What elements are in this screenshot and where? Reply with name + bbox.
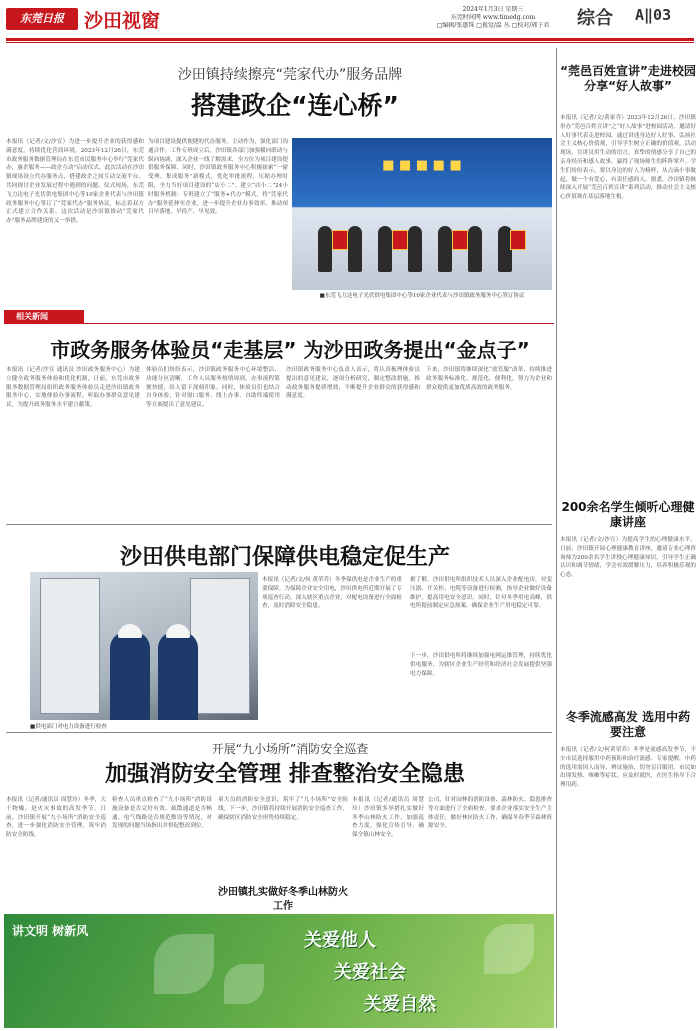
article1-col1: 本报讯（记者/文/沙宣）为进一步提升企业的获得感和满意度，持续优化营商环境，2023年12月26日，东莞市政务服务数据管理局在东莞市民服务中心举行“莞家代办，惠企服务——政企互动”启动仪式。此次活动在沙田镇现场设立代办服务点，搭建政企之间互动交流平台，共同探讨企业发展过程中遇到的问题。仪式现场，东莞飞力达电子光伏供电集团中心等10家企业代表与沙田镇政务服务中心签订了“莞家代办”服务协议，标志着双方正式建立合作关系。这次活动是沙田镇推动“莞家代办”服务品牌建设的又一举措。 [6, 139, 144, 225]
photo-plaque [510, 230, 526, 250]
section-title: 沙田视窗 [84, 10, 161, 32]
photo-plaque [332, 230, 348, 250]
article4-title: 加强消防安全管理 排查整治安全隐患 [105, 762, 465, 787]
photo-person [348, 226, 362, 272]
header-site: 东莞时间网 www.timedg.com [450, 14, 536, 21]
helmet-icon [118, 624, 142, 638]
section-label: 综合 [577, 8, 613, 29]
article2-col3: 沙田镇政务服务中心负责人表示，将认真梳理体验员提出的意见建议，逐项分析研究，制定整改措施，推动政务服务提质增效，不断提升企业群众的获得感和满意度。 [286, 367, 420, 400]
section-divider [6, 732, 552, 733]
article1-caption: ■东莞飞力达电子光伏供电集团中心等10家企业代表与沙田镇政务服务中心签订协议 [319, 293, 525, 299]
leaf-decoration [484, 924, 534, 974]
article4-kicker: 开展“九小场所”消防安全巡查 [211, 742, 369, 756]
sidebar-divider [556, 48, 557, 1028]
header-editors: □编辑/张惠珠 □视觉/温 丛 □校对/郭子君 [436, 22, 550, 29]
newspaper-logo: 东莞日报 [6, 8, 78, 30]
worker-figure [110, 632, 150, 720]
photo-plaque [392, 230, 408, 250]
photo-person [468, 226, 482, 272]
banner-slogan-1: 关爱他人 [304, 930, 376, 951]
article1-col2: 为项目建设提供便捷的代办服务。主动作为，强化部门沟通合作。工作专班成立后，沙田镇各部门加强横向联动与纵向协调，深入企业一线了解需求，全方位为项目建设提供服务保障。同时，沙田镇政务服务中心积极探索“一窗受理、集成服务”新模式，优化审批流程，压缩办理时限，全力当好项目建设的“店小二”。建立“店小二”24小时服务机制：专班建立了“服务+代办”模式，将“莞家代办”服务延伸至企业，进一步提升企业办事效率，推动项目早落地、早投产、早见效。 [148, 139, 288, 216]
header-date: 2024年1月3日 星期三 [462, 6, 524, 13]
sidebar-story1-title: “莞邑百姓宣讲”走进校园分享“好人故事” [560, 64, 696, 93]
article4-col2: 检查人员重点检查了“九小场所”消防设施设备是否完好有效、疏散通道是否畅通、电气线路是否规范敷设等情况，对发现的问题当场指出并督促整改到位。 [112, 797, 212, 830]
masthead [0, 0, 700, 56]
electrical-cabinet [190, 578, 250, 714]
banner-label: 讲文明 树新风 [12, 924, 89, 938]
sidebar-story3-body: 本报讯（记者/文/何黄荣乔）冬季是流感高发季节，不少市民选择服用中药预防和治疗流感。专家提醒，中药的选用需因人而异，辨证施治，切勿盲目服用。市民如出现发热、咳嗽等症状，应及时就医，在医生指导下合理用药。 [560, 747, 696, 789]
leaf-decoration [224, 964, 264, 1004]
sidebar-story3-title: 冬季流感高发 选用中药要注意 [565, 710, 691, 739]
article4-col1: 本报讯（记者/通讯员 周慧玲）冬季，天干物燥，是火灾事故的高发季节。日前，沙田镇开展“九小场所”消防安全巡查，进一步强化消防安全管理，筑牢消防安全防线。 [6, 797, 106, 839]
section-divider [6, 524, 552, 525]
article2-col1: 本报讯（记者/沙宣 通讯员 沙田政务服务中心）为建立健全政务服务体验和优化机制，日前，东莞市政务服务数据管理局组织政务服务体验员走进沙田镇政务服务中心，实地体验办事流程，听取办事群众意见建议，为提升政务服务水平建言献策。 [6, 367, 140, 409]
article1-photo [292, 138, 552, 290]
leaf-decoration [154, 934, 214, 994]
article1-title: 搭建政企“连心桥” [191, 91, 399, 120]
page-number: A‖03 [635, 6, 672, 24]
photo-banner-graphic: ■ ■ ■ ■ ■ [382, 158, 462, 173]
sidebar-story2-title: 200余名学生倾听心理健康讲座 [561, 500, 695, 529]
helmet-icon [166, 624, 190, 638]
worker-figure [158, 632, 198, 720]
article4-col4: 公司，针对园林的消防设备、森林防火、隐患排查等方面进行了全面检查，要求企业落实安全生产主体责任，做好林区防火工作，确保冬春季节森林资源安全。 [428, 797, 552, 830]
article1-kicker: 沙田镇持续擦亮“莞家代办”服务品牌 [177, 67, 403, 83]
article2-col4: 下来，沙田镇将继续深化“放管服”改革，持续推进政务服务标准化、规范化、便利化，努力为企业和群众提供更加优质高效的政务服务。 [426, 367, 552, 391]
sidebar-story1-body: 本报讯（记者/文/黄家乔）2023年12月26日，沙田镇举办“莞邑百姓宣讲”之“好人故事”进校园活动，邀请好人好事代表走进校园，通过讲述身边好人好事，弘扬社会主义核心价值观，引导学生树立正确的价值观。活动现场，宣讲员用生动的语言、真挚的情感分享了自己的亲身经历和感人故事，赢得了现场师生的阵阵掌声。学生们纷纷表示，要以身边的好人为榜样，从点滴小事做起，做一个有爱心、有责任感的人。据悉，沙田镇将继续深入开展“莞邑百姓宣讲”系列活动，推动社会主义核心价值观在基层落地生根。 [560, 115, 696, 201]
photo-person [378, 226, 392, 272]
sidebar-story2-body: 本报讯（记者/文/沙宣）为提高学生的心理健康水平，日前，沙田镇开展心理健康教育讲座，邀请专业心理咨询师为200余名学生讲授心理健康知识，引导学生正确认识和调节情绪，学会有效缓解压力，培养积极乐观的心态。 [560, 537, 696, 579]
article2-title: 市政务服务体验员“走基层” 为沙田政务提出“金点子” [50, 338, 530, 362]
article3-col1: 本报讯（记者/文/何 黄荣乔）冬季保供电是企业生产的重要保障。为保障企业安全用电，沙田供电所近期开展了专项巡查行动，深入辖区重点企业，对配电设备进行全面检查，及时消除安全隐患。 [262, 577, 402, 610]
article5-body: 本报讯（记者/通讯员 周慧玲）沙田镇多举措扎实做好冬季山林防火工作，加强巡查力度，强化宣传引导，确保全镇山林安全。 [352, 797, 424, 839]
banner-slogan-2: 关爱社会 [334, 962, 406, 983]
photo-person [408, 226, 422, 272]
header-meta [418, 6, 568, 30]
civility-banner [4, 914, 554, 1028]
article4-col3: 童大员的消防安全意识，筑牢了“九小场所”安全防线。下一步，沙田镇将持续开展消防安全巡查工作，确保辖区消防安全形势持续稳定。 [218, 797, 348, 821]
photo-person [318, 226, 332, 272]
photo-plaque [452, 230, 468, 250]
article3-col3: 下一步，沙田供电所将继续加强电网运维管理，持续优化供电服务，为辖区企业生产经营和经济社会发展提供坚强电力保障。 [410, 653, 552, 677]
article3-title: 沙田供电部门保障供电稳定促生产 [119, 545, 450, 570]
article5-title: 沙田镇扎实做好冬季山林防火工作 [218, 887, 348, 912]
header-rule-thin [6, 42, 694, 43]
article3-col2: 据了解，沙田供电所组织技术人员深入企业配电房，对变压器、开关柜、电缆等设备进行检测，指导企业做好设备维护，提高用电安全意识。同时，针对冬季用电高峰，供电所提前制定应急预案，确保企业生产用电稳定可靠。 [410, 577, 552, 610]
article1-col3-visible [292, 298, 552, 306]
electrical-cabinet [40, 578, 100, 714]
related-news-rule [84, 323, 554, 324]
article3-caption: ■供电部门对电力设备进行检查 [30, 724, 107, 730]
article3-photo [30, 572, 258, 720]
related-news-tag: 相关新闻 [4, 310, 84, 324]
photo-person [438, 226, 452, 272]
banner-slogan-3: 关爱自然 [364, 994, 436, 1015]
article2-col2: 体验员们纷纷表示，沙田镇政务服务中心环境整洁、功能分区清晰，工作人员服务热情周到，办事流程简便快捷，给人留下深刻印象。同时，体验员们也结合自身体验，针对窗口服务、线上办事、自助终端使用等方面提出了意见建议。 [146, 367, 280, 409]
header-rule [6, 38, 694, 41]
